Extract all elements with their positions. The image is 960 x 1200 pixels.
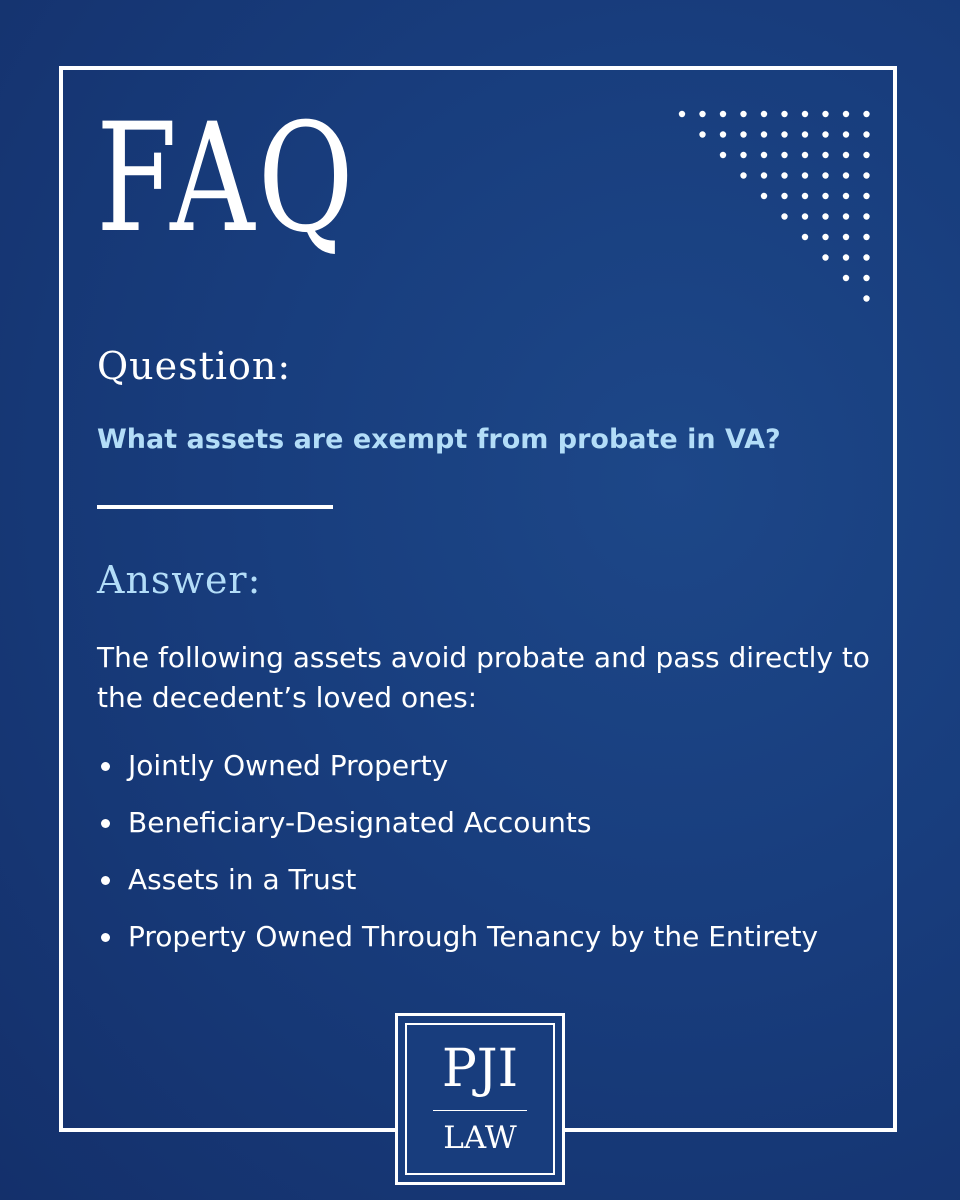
dot <box>781 172 787 178</box>
bullet-icon <box>101 819 110 828</box>
dot <box>720 131 726 137</box>
dot <box>843 254 849 260</box>
dot <box>843 275 849 281</box>
dot <box>720 152 726 158</box>
dot <box>863 275 869 281</box>
dot <box>863 254 869 260</box>
dot <box>802 111 808 117</box>
dot <box>822 111 828 117</box>
dot <box>863 295 869 301</box>
dot <box>802 131 808 137</box>
list-item <box>97 916 818 973</box>
dot <box>720 111 726 117</box>
list-item-label: Property Owned Through Tenancy by the Entirety <box>128 920 819 953</box>
dot <box>740 152 746 158</box>
logo-rule <box>433 1110 527 1111</box>
dot <box>802 234 808 240</box>
dot <box>781 213 787 219</box>
dot <box>761 131 767 137</box>
dot <box>863 193 869 199</box>
answer-intro: The following assets avoid probate and pass directly to the decedent’s loved ones: <box>97 641 870 714</box>
dot <box>781 131 787 137</box>
answer-list <box>97 745 818 973</box>
dot <box>822 234 828 240</box>
question-label: Question: <box>97 344 292 388</box>
bullet-icon <box>101 762 110 771</box>
list-item <box>97 859 818 916</box>
dot <box>822 213 828 219</box>
bullet-icon <box>101 933 110 942</box>
list-item-label: Assets in a Trust <box>128 863 357 896</box>
logo-inner-border <box>405 1023 555 1175</box>
dot <box>761 193 767 199</box>
question-text: What assets are exempt from probate in VA? <box>97 424 781 455</box>
dot <box>802 152 808 158</box>
page-title: FAQ <box>96 92 357 266</box>
dot <box>863 172 869 178</box>
dot <box>863 131 869 137</box>
logo-top-text: PJI <box>441 1039 519 1099</box>
dot <box>802 172 808 178</box>
dot <box>679 111 685 117</box>
dot <box>699 131 705 137</box>
dot <box>802 193 808 199</box>
dot <box>843 193 849 199</box>
dot <box>781 152 787 158</box>
answer-label: Answer: <box>97 558 262 602</box>
logo-bottom-text: LAW <box>443 1120 517 1156</box>
dot <box>843 234 849 240</box>
dot <box>843 111 849 117</box>
list-item <box>97 745 818 802</box>
dot-pattern-icon <box>676 108 876 308</box>
dot <box>781 193 787 199</box>
dot <box>843 131 849 137</box>
dot <box>822 131 828 137</box>
dot <box>843 152 849 158</box>
dot <box>699 111 705 117</box>
dot <box>761 111 767 117</box>
dot <box>863 234 869 240</box>
dot <box>740 131 746 137</box>
dot <box>822 152 828 158</box>
dot <box>843 172 849 178</box>
list-item <box>97 802 818 859</box>
dot <box>781 111 787 117</box>
dot <box>761 152 767 158</box>
dot <box>863 111 869 117</box>
dot <box>822 172 828 178</box>
dot <box>843 213 849 219</box>
dot <box>863 213 869 219</box>
pji-law-logo <box>395 1013 565 1185</box>
bullet-icon <box>101 876 110 885</box>
dot <box>740 172 746 178</box>
dot <box>740 111 746 117</box>
dot <box>822 254 828 260</box>
list-item-label: Beneficiary-Designated Accounts <box>128 806 592 839</box>
dot <box>863 152 869 158</box>
section-divider <box>97 505 333 509</box>
list-item-label: Jointly Owned Property <box>128 749 449 782</box>
dot <box>802 213 808 219</box>
dot <box>822 193 828 199</box>
dot <box>761 172 767 178</box>
